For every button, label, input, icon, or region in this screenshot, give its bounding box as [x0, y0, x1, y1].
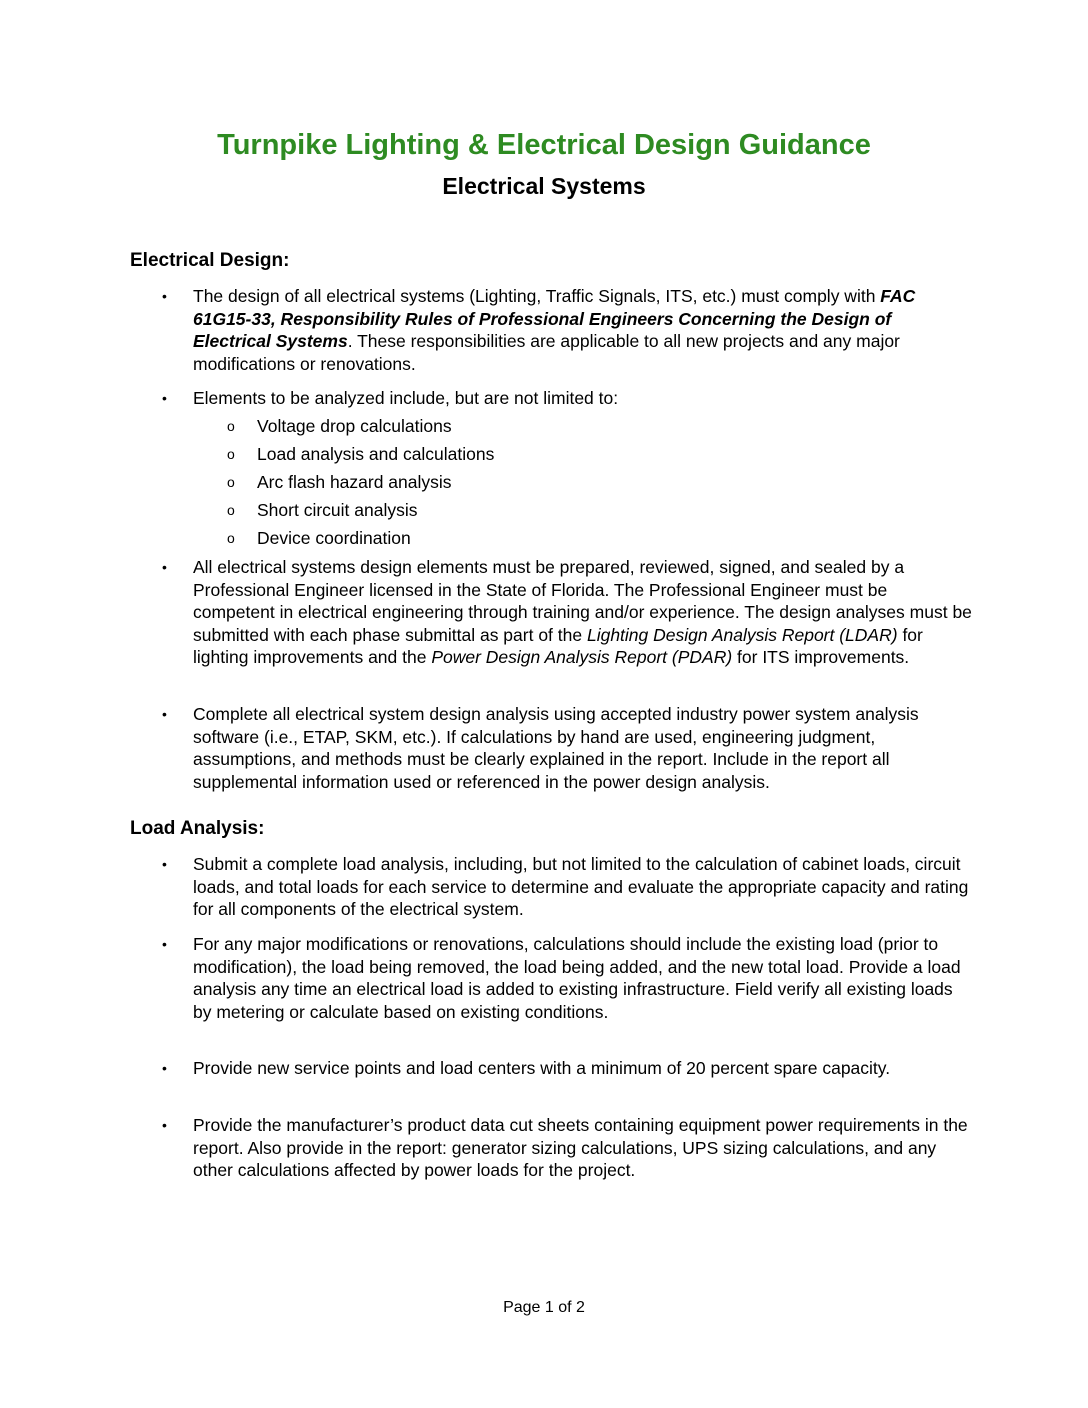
section-heading-load-analysis: Load Analysis:	[130, 818, 265, 839]
bullet-text: . These responsibilities are applicable to all new projects and any major modifications or renovations.	[193, 331, 900, 374]
document-subtitle: Electrical Systems	[442, 173, 646, 199]
sub-item-arc-flash: o Arc flash hazard analysis	[257, 471, 452, 493]
bullet-text: for lighting improvements and the	[193, 624, 923, 667]
bullet-design-compliance	[193, 285, 973, 375]
bullet-modifications: • For any major modifications or renovations, calculations should include the existing load (prior to modification), the load being removed, the load being added, and the new total load. Provide a load analysis any time an electrical load is added to existing infrastructure. Field verify all existing loads by metering or calculate based on existing conditions.	[193, 933, 973, 1023]
bullet-text: All electrical systems design elements must be prepared, reviewed, signed, and sealed by a Professional Engineer licensed in the State of Florida. The Professional Engineer must be competent in electrical engineering through training and/or experience. The design analyses must be submitted with each phase submittal as part of the	[193, 557, 972, 645]
section-heading-electrical-design: Electrical Design:	[130, 250, 290, 271]
bullet-load-analysis: • Submit a complete load analysis, including, but not limited to the calculation of cabinet loads, circuit loads, and total loads for each service to determine and evaluate the appropriate capacity and rating for all components of the electrical system.	[193, 853, 973, 921]
sub-item-short-circuit: o Short circuit analysis	[257, 499, 417, 521]
sub-item-load-analysis: o Load analysis and calculations	[257, 443, 494, 465]
bullet-elements-analyzed: • Elements to be analyzed include, but are not limited to:	[193, 387, 973, 410]
sub-item-device-coordination: o Device coordination	[257, 527, 411, 549]
bullet-professional-engineer	[193, 556, 973, 669]
sub-item-voltage-drop: o Voltage drop calculations	[257, 415, 452, 437]
bullet-text: The design of all electrical systems (Lighting, Traffic Signals, ITS, etc.) must comply with	[193, 286, 881, 306]
bullet-text-ldar: Lighting Design Analysis Report (LDAR)	[586, 624, 898, 645]
bullet-text-reference: FAC 61G15-33, Responsibility Rules of Professional Engineers Concerning the Design of Electrical Systems	[193, 286, 916, 351]
bullet-analysis-software: • Complete all electrical system design analysis using accepted industry power system analysis software (i.e., ETAP, SKM, etc.). If calculations by hand are used, engineering judgment, assumptions, and methods must be clearly explained in the report. Include in the report all supplemental information used or referenced in the power design analysis.	[193, 703, 973, 793]
bullet-text: for ITS improvements.	[732, 647, 910, 667]
bullet-text-pdar: Power Design Analysis Report (PDAR)	[431, 647, 733, 667]
bullet-product-data: • Provide the manufacturer’s product data cut sheets containing equipment power requirements in the report. Also provide in the report: generator sizing calculations, UPS sizing calculations, and any other calculations affected by power loads for the project.	[193, 1114, 973, 1182]
bullet-spare-capacity: • Provide new service points and load centers with a minimum of 20 percent spare capacity.	[193, 1057, 973, 1080]
document-title: Turnpike Lighting & Electrical Design Guidance	[217, 129, 871, 161]
page-number: Page 1 of 2	[503, 1299, 585, 1316]
